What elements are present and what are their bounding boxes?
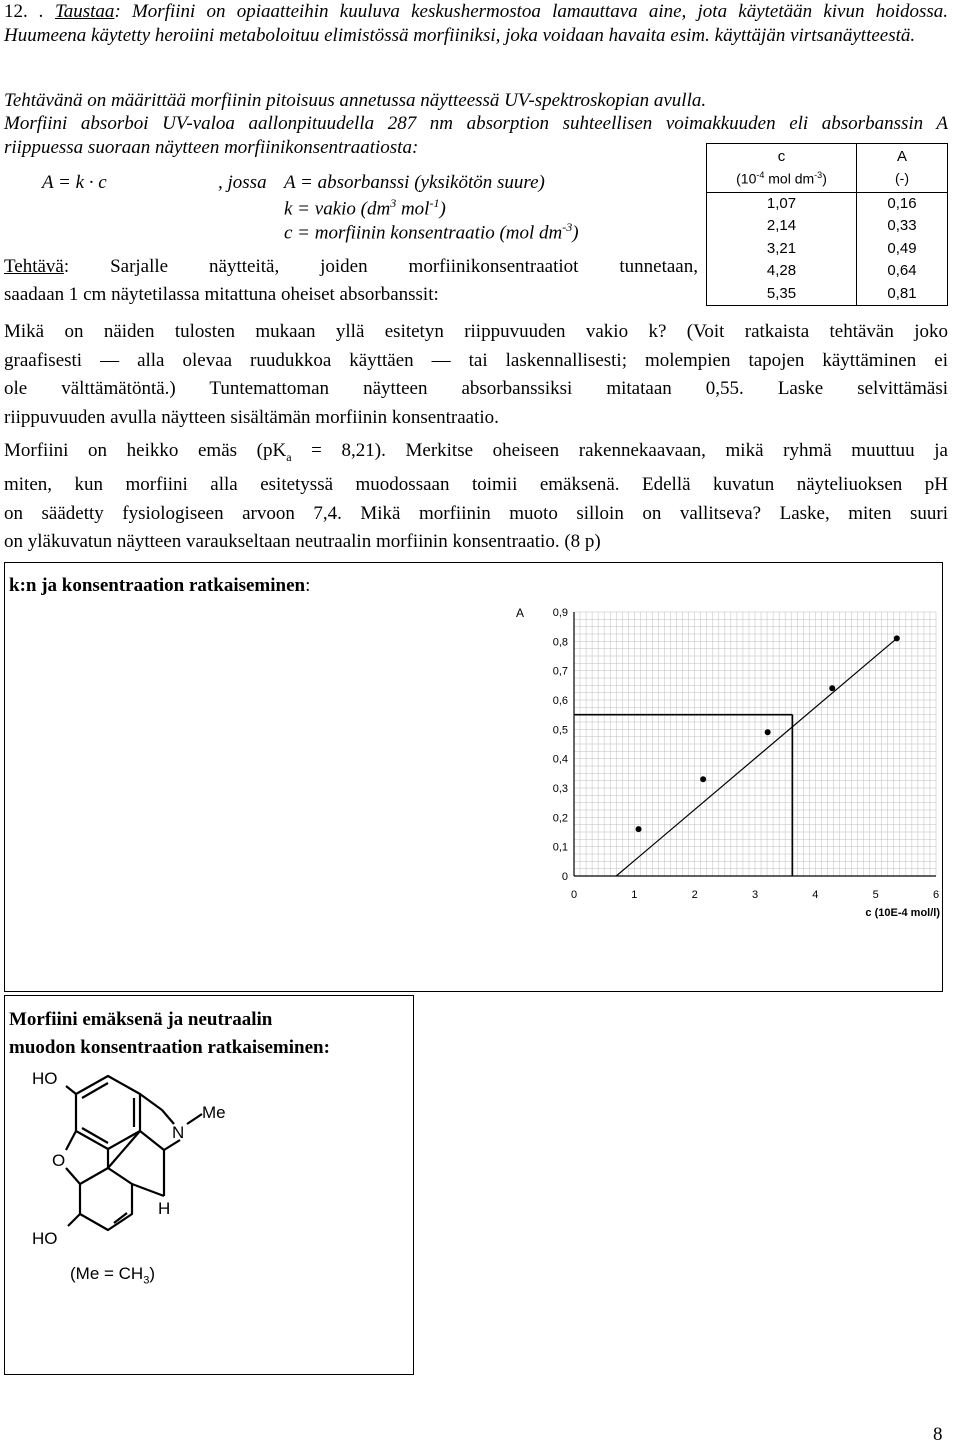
table-row-a: 0,49 (887, 240, 917, 257)
task-number: 12. (4, 1, 28, 22)
goal-text: Tehtävänä on määrittää morfiinin pitoisuus annetussa näytteessä UV-spektroskopian avulla. (4, 90, 707, 111)
absorb-line1: Morfiini absorboi UV-valoa aallonpituudella 287 nm absorption suhteellisen voimakkuuden eli absorbanssin A (4, 113, 948, 134)
formula-def-c: c = morfiinin konsentraatio (mol $dm^{-3}$) (284, 220, 579, 244)
question2: Morfiini on heikko emäs $(pK_a = 8,21)$. Merkitse oheiseen rakennekaavaan, mikä ryhmä muuttuu ja miten, kun morfiini alla esitetyssä muodossaan toimii emäksenä. Edellä kuvatun näyteliuoksen pH on säädetty fysiologiseen arvoon 7,4. Mikä morfiinin muoto silloin on vallitseva? Laske, miten suuri on yläkuvatun näytteen varaukseltaan neutraalin morfiinin konsentraatio. (8 p) (4, 440, 948, 553)
y-tick-label: 0,3 (552, 783, 568, 795)
question1: Mikä on näiden tulosten mukaan yllä esitetyn riippuvuuden vakio k? (Voit ratkaista tehtävän joko graafisesti — alla olevaa ruudukkoa käyttäen — tai laskennallisesti; molempien tapojen käyttäminen ei ole välttämätöntä.) Tuntemattoman näytteen absorbanssiksi mitataan 0,55. Laske selvittämäsi riippuvuuden avulla näytteen sisältämän morfiinin konsentraatio. (4, 321, 948, 428)
formula-jossa: , jossa (218, 172, 267, 193)
chart-labels (516, 606, 940, 919)
absorbance-chart (500, 596, 950, 930)
table-row-a: 0,33 (887, 217, 917, 234)
formula-def-a: A = absorbanssi (yksikötön suure) (284, 172, 545, 193)
table-header-a: A (896, 148, 907, 165)
x-tick-label: 5 (872, 889, 879, 901)
table-row-c: 3,21 (766, 240, 797, 257)
y-axis-label: A (516, 606, 525, 620)
table-row-a: 0,81 (887, 285, 917, 302)
structure-note: $(Me = CH_3)$ (70, 1264, 156, 1287)
intro-label: Taustaa (54, 1, 115, 22)
formula-def-k: k = vakio ($dm^3$ mol$^{-1}$) (284, 196, 446, 220)
data-point (700, 776, 706, 782)
task-label: Tehtävä (4, 256, 64, 277)
x-tick-label: 3 (751, 889, 759, 901)
structure-o: O (52, 1151, 66, 1170)
y-tick-label: 0,2 (552, 812, 568, 825)
intro-text: : Morfiini on opiaatteihin kuuluva keskushermostoa lamauttava aine, jota käytetään kivun hoidossa. Huumeena käytetty heroiini metaboloituu elimistössä morfiiniksi, joka voidaan havaita esim. käyttäjän virtsanäytteestä. (4, 1, 949, 46)
x-tick-label: 4 (812, 889, 819, 901)
x-tick-label: 2 (691, 889, 698, 901)
table-header-divider (707, 192, 947, 193)
morphine-structure (28, 1064, 238, 1254)
answer-box-1-heading: k:n ja konsentraation ratkaiseminen: (9, 575, 311, 596)
answer-box-2-heading: Morfiini emäksenä ja neutraalin muodon konsentraation ratkaiseminen: (9, 1009, 330, 1058)
table-header-a-unit: (-) (895, 170, 909, 186)
table-header-c: c (777, 148, 786, 165)
aromatic-ring (76, 1076, 140, 1149)
y-tick-label: 0,7 (552, 665, 568, 678)
x-tick-label: 1 (631, 889, 638, 901)
table-row-c: 1,07 (766, 195, 797, 212)
y-tick-label: 0,5 (552, 724, 568, 737)
y-tick-label: 0,9 (552, 607, 568, 619)
cyclohexene-ring (80, 1168, 132, 1230)
task-line1: Tehtävä: Sarjalle näytteitä, joiden morfiinikonsentraatiot tunnetaan, (4, 256, 698, 277)
structure-n: N (172, 1123, 185, 1142)
y-tick-label: 0,8 (552, 636, 568, 649)
data-point (765, 729, 771, 735)
x-axis-label: c (10E-4 mol/l) (865, 907, 940, 919)
data-point (894, 635, 900, 641)
x-tick-label: 6 (932, 889, 940, 901)
structure-h: H (158, 1199, 171, 1218)
structure-ho-bottom: HO (32, 1229, 58, 1248)
y-tick-label: 0,1 (552, 841, 568, 854)
table-row-a: 0,64 (887, 262, 917, 279)
table-row-a: 0,16 (887, 195, 917, 212)
y-tick-label: 0,6 (552, 695, 568, 707)
table-header-c-unit: ($10^{-4}$ mol $dm^{-3}$) (736, 170, 827, 187)
data-point (636, 826, 642, 832)
data-point (829, 685, 835, 691)
formula-equation: A = k · c (42, 172, 107, 193)
page-number: 8 (933, 1424, 943, 1445)
structure-ho-top: HO (32, 1069, 58, 1088)
x-tick-label: 0 (570, 889, 578, 901)
task-line2: saadaan 1 cm näytetilassa mitattuna oheiset absorbanssit: (4, 284, 439, 305)
y-tick-label: 0 (561, 871, 568, 883)
table-row-c: 2,14 (766, 217, 797, 234)
structure-me: Me (202, 1103, 226, 1122)
absorb-line2: riippuessa suoraan näytteen morfiinikonsentraatiosta: (4, 137, 419, 158)
table-row-c: 4,28 (766, 262, 797, 279)
intro-paragraph: 12. . Taustaa: Morfiini on opiaatteihin kuuluva keskushermostoa lamauttava aine, jota käytetään kivun hoidossa. Huumeena käytetty heroiini metaboloituu elimistössä morfiiniksi, joka voidaan havaita esim. käyttäjän virtsanäytteestä. (4, 1, 949, 46)
table-row-c: 5,35 (766, 285, 797, 302)
y-tick-label: 0,4 (552, 753, 568, 766)
data-table (706, 143, 948, 306)
